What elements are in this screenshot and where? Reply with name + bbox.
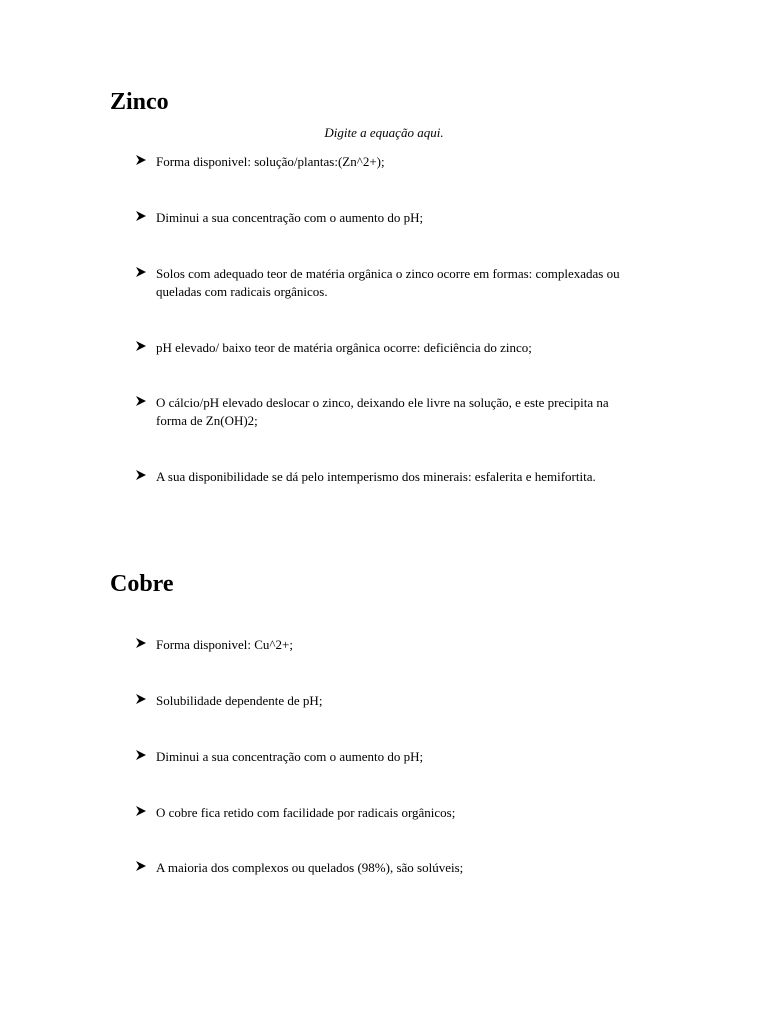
list-item bbox=[135, 692, 635, 710]
list-item-text: Solos com adequado teor de matéria orgânica o zinco ocorre em formas: complexadas ou queladas com radicais orgânicos. bbox=[156, 266, 620, 299]
list-item bbox=[135, 209, 635, 227]
arrowhead-bullet-icon bbox=[135, 340, 147, 352]
list-item-text: pH elevado/ baixo teor de matéria orgânica ocorre: deficiência do zinco; bbox=[156, 340, 532, 355]
list-item-text: Diminui a sua concentração com o aumento do pH; bbox=[156, 210, 424, 225]
arrowhead-bullet-icon bbox=[135, 693, 147, 705]
list-item bbox=[135, 394, 635, 430]
list-item-text: O cobre fica retido com facilidade por radicais orgânicos; bbox=[156, 805, 456, 820]
arrowhead-bullet-icon bbox=[135, 266, 147, 278]
arrowhead-bullet-icon bbox=[135, 860, 147, 872]
list-item-text: Forma disponivel: Cu^2+; bbox=[156, 637, 293, 652]
arrowhead-bullet-icon bbox=[135, 805, 147, 817]
list-item-text: Diminui a sua concentração com o aumento do pH; bbox=[156, 749, 424, 764]
list-item bbox=[135, 636, 635, 654]
arrowhead-bullet-icon bbox=[135, 395, 147, 407]
section-title-cobre: Cobre bbox=[110, 571, 174, 597]
list-item-text: A maioria dos complexos ou quelados (98%), são solúveis; bbox=[156, 860, 464, 875]
list-item bbox=[135, 153, 635, 171]
list-item-text: Forma disponivel: solução/plantas:(Zn^2+); bbox=[156, 154, 385, 169]
arrowhead-bullet-icon bbox=[135, 210, 147, 222]
list-item-text: O cálcio/pH elevado deslocar o zinco, deixando ele livre na solução, e este precipita na forma de Zn(OH)2; bbox=[156, 395, 609, 428]
arrowhead-bullet-icon bbox=[135, 154, 147, 166]
equation-placeholder[interactable]: Digite a equação aqui. bbox=[324, 125, 444, 140]
section-title-zinco: Zinco bbox=[110, 89, 169, 115]
list-item bbox=[135, 859, 635, 877]
list-item bbox=[135, 265, 635, 301]
arrowhead-bullet-icon bbox=[135, 637, 147, 649]
arrowhead-bullet-icon bbox=[135, 469, 147, 481]
arrowhead-bullet-icon bbox=[135, 749, 147, 761]
list-item-text: A sua disponibilidade se dá pelo intemperismo dos minerais: esfalerita e hemifortita. bbox=[156, 469, 596, 484]
list-item-text: Solubilidade dependente de pH; bbox=[156, 693, 323, 708]
list-item bbox=[135, 804, 635, 822]
list-item bbox=[135, 468, 635, 486]
list-item bbox=[135, 748, 635, 766]
list-item bbox=[135, 339, 635, 357]
